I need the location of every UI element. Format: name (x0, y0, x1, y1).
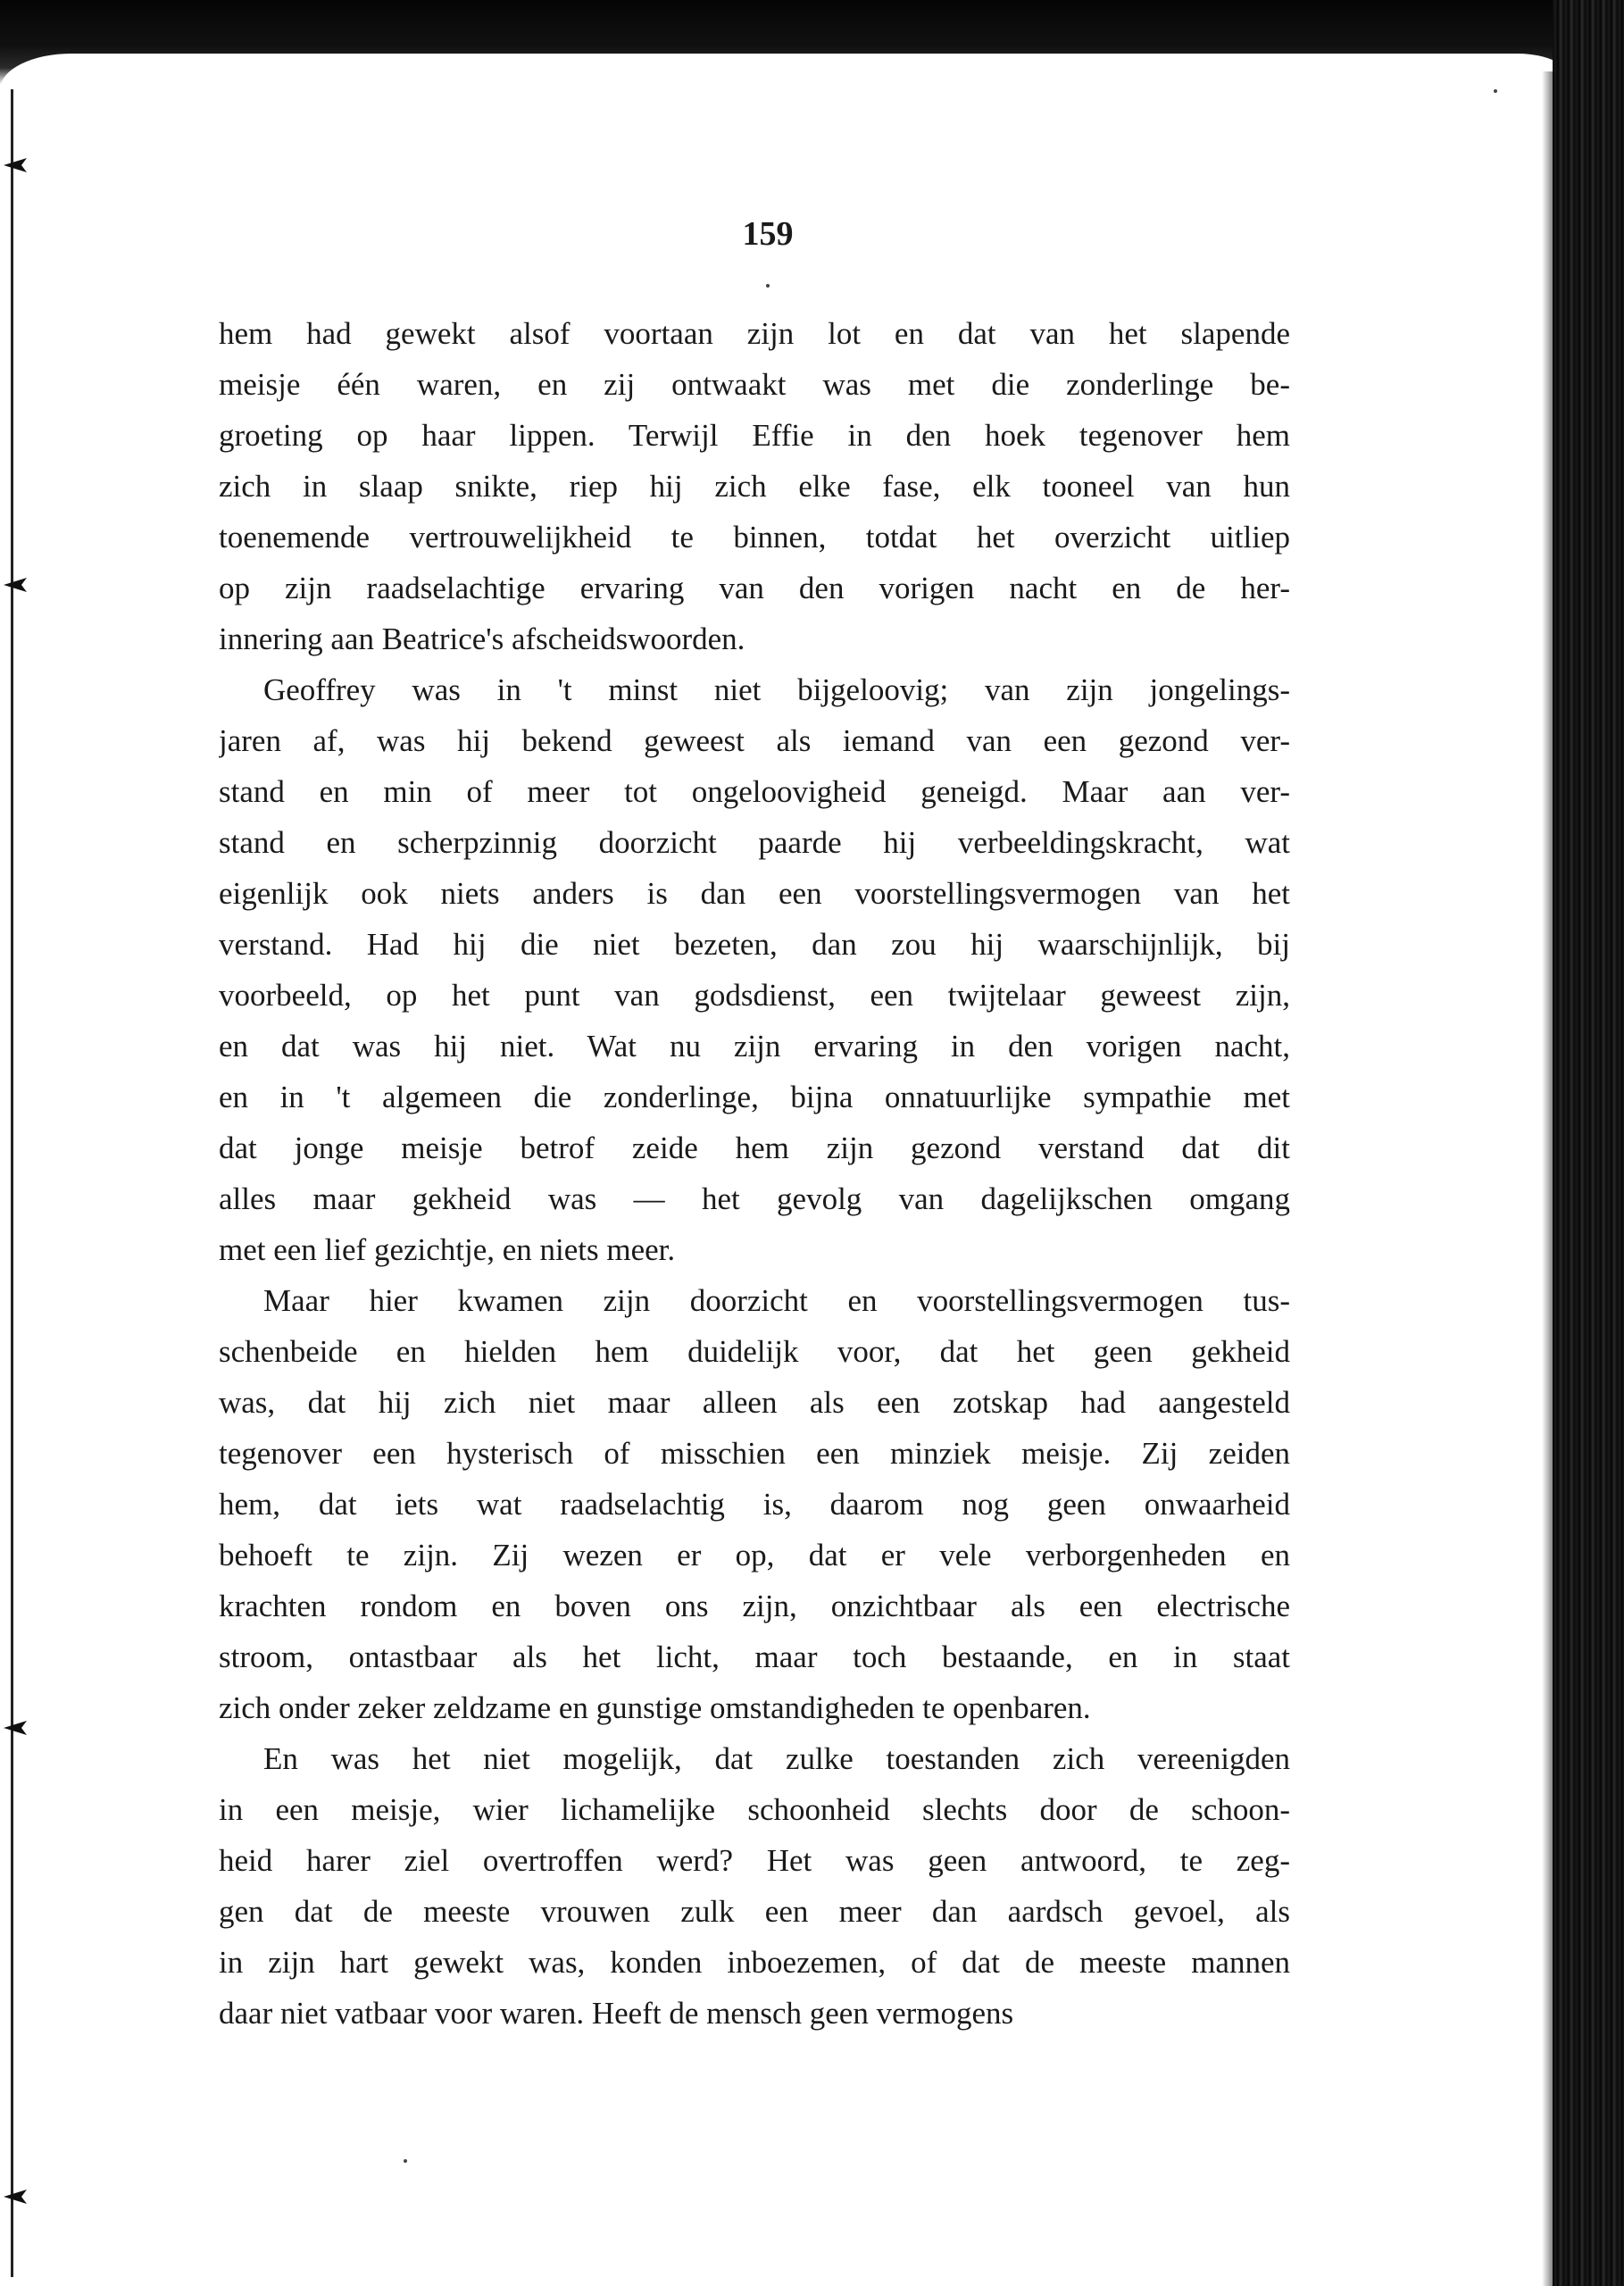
text-line: stand en min of meer tot ongeloovigheid geneigd. Maar aan ver- (219, 774, 1290, 809)
left-margin-mark-icon (0, 1710, 36, 1746)
paragraph (219, 1275, 1290, 1733)
scan-speck (1494, 89, 1497, 93)
text-line: jaren af, was hij bekend geweest als iemand van een gezond ver- (219, 723, 1290, 758)
text-line: innering aan Beatrice's afscheidswoorden. (219, 622, 745, 656)
paragraph (219, 308, 1290, 664)
text-line: hem had gewekt alsof voortaan zijn lot en dat van het slapende (219, 316, 1290, 351)
text-line: zich in slaap snikte, riep hij zich elke fase, elk tooneel van hun (219, 469, 1290, 504)
page-left-edge (11, 89, 13, 2277)
text-line: toenemende vertrouwelijkheid te binnen, totdat het overzicht uitliep (219, 520, 1290, 555)
text-line: tegenover een hysterisch of misschien een minziek meisje. Zij zeiden (219, 1436, 1290, 1471)
text-line: stroom, ontastbaar als het licht, maar toch bestaande, en in staat (219, 1639, 1290, 1674)
text-line: schenbeide en hielden hem duidelijk voor, dat het geen gekheid (219, 1334, 1290, 1369)
text-line: zich onder zeker zeldzame en gunstige omstandigheden te openbaren. (219, 1690, 1091, 1725)
text-line: Geoffrey was in 't minst niet bijgeloovig; van zijn jongelings- (263, 672, 1290, 707)
scan-speck (766, 284, 770, 288)
paragraph (219, 664, 1290, 1275)
text-line: daar niet vatbaar voor waren. Heeft de mensch geen vermogens (219, 1996, 1014, 2031)
left-margin-mark-icon (0, 567, 36, 603)
text-line: in zijn hart gewekt was, konden inboezemen, of dat de meeste mannen (219, 1945, 1290, 1980)
text-line: heid harer ziel overtroffen werd? Het was geen antwoord, te zeg- (219, 1843, 1290, 1878)
text-line: Maar hier kwamen zijn doorzicht en voorstellingsvermogen tus- (263, 1283, 1290, 1318)
text-line: krachten rondom en boven ons zijn, onzichtbaar als een electrische (219, 1589, 1290, 1623)
text-line: groeting op haar lippen. Terwijl Effie in den hoek tegenover hem (219, 418, 1290, 453)
page-number: 159 (742, 215, 794, 253)
text-line: eigenlijk ook niets anders is dan een voorstellingsvermogen van het (219, 876, 1290, 911)
body-text (219, 308, 1290, 2039)
text-line: met een lief gezichtje, en niets meer. (219, 1232, 676, 1267)
text-line: was, dat hij zich niet maar alleen als een zotskap had aangesteld (219, 1385, 1290, 1420)
text-line: alles maar gekheid was — het gevolg van dagelijkschen omgang (219, 1181, 1290, 1216)
text-line: verstand. Had hij die niet bezeten, dan zou hij waarschijnlijk, bij (219, 927, 1290, 962)
text-line: hem, dat iets wat raadselachtig is, daarom nog geen onwaarheid (219, 1487, 1290, 1522)
scan-speck (404, 2159, 407, 2163)
text-line: op zijn raadselachtige ervaring van den vorigen nacht en de her- (219, 571, 1290, 605)
scan-binding-shadow (1553, 0, 1624, 2286)
text-line: in een meisje, wier lichamelijke schoonheid slechts door de schoon- (219, 1792, 1290, 1827)
text-line: en dat was hij niet. Wat nu zijn ervaring in den vorigen nacht, (219, 1029, 1290, 1064)
left-margin-mark-icon (0, 147, 36, 183)
paragraph (219, 1733, 1290, 2039)
text-line: stand en scherpzinnig doorzicht paarde hij verbeeldingskracht, wat (219, 825, 1290, 860)
text-line: meisje één waren, en zij ontwaakt was met die zonderlinge be- (219, 367, 1290, 402)
text-line: gen dat de meeste vrouwen zulk een meer dan aardsch gevoel, als (219, 1894, 1290, 1929)
left-margin-mark-icon (0, 2179, 36, 2215)
text-line: en in 't algemeen die zonderlinge, bijna onnatuurlijke sympathie met (219, 1080, 1290, 1114)
text-line: behoeft te zijn. Zij wezen er op, dat er vele verborgenheden en (219, 1538, 1290, 1573)
text-line: voorbeeld, op het punt van godsdienst, een twijtelaar geweest zijn, (219, 978, 1290, 1013)
text-line: En was het niet mogelijk, dat zulke toestanden zich vereenigden (263, 1741, 1290, 1776)
text-line: dat jonge meisje betrof zeide hem zijn gezond verstand dat dit (219, 1130, 1290, 1165)
binding-gradient (1542, 71, 1554, 2286)
page-top-edge (0, 54, 1571, 125)
